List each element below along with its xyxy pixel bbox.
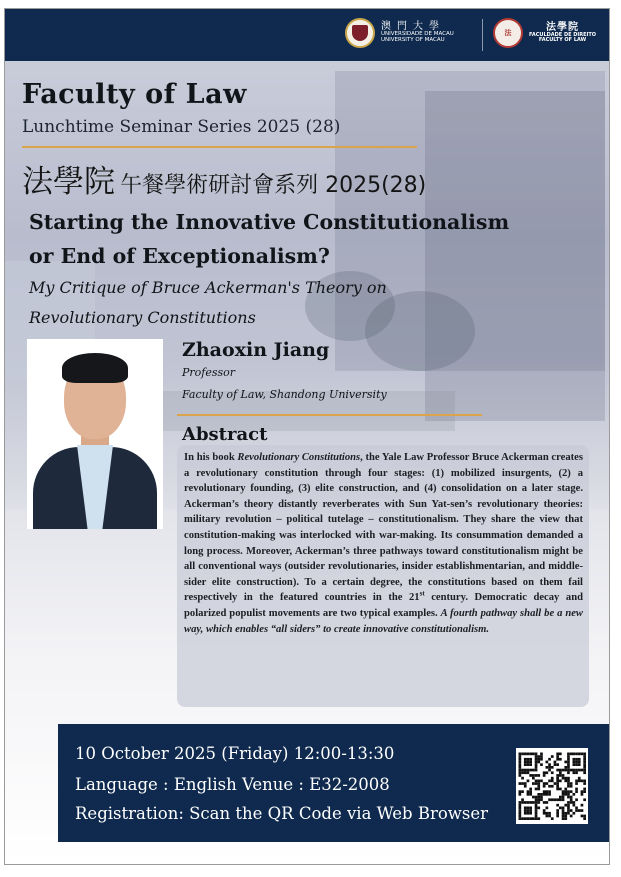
um-chinese-name: 澳門大學 [381,20,445,32]
seminar-title [29,205,599,273]
event-language-venue: Language : English Venue : E32-2008 [75,775,390,794]
logo-divider [482,19,483,51]
seminar-title-line-2: or End of Exceptionalism? [29,244,330,268]
speaker-name: Zhaoxin Jiang [182,339,330,361]
um-name-en: UNIVERSITY OF MACAU [381,37,445,44]
abstract-conclusion: A fourth pathway shall be a new way, which enables “all siders” to create innovative constitutionalism. [184,607,583,635]
seminar-poster [4,8,610,865]
seminar-subtitle [29,273,589,333]
event-registration: Registration: Scan the QR Code via Web Browser [75,804,489,823]
chinese-title-faculty: 法學院 [22,164,115,200]
registration-qr-code[interactable] [516,748,588,824]
abstract-book-title: Revolutionary Constitutions [237,452,361,463]
seminar-subtitle-line-1: My Critique of Bruce Ackerman's Theory on [29,278,387,297]
law-name-en: FACULTY OF LAW [538,37,587,44]
law-name-pt: FACULDADE DE DIREITO [529,32,597,38]
speaker-photo [27,339,163,529]
faculty-title: Faculty of Law [22,79,247,110]
um-name-pt: UNIVERSIDADE DE MACAU [381,31,454,38]
faculty-of-law-logo [493,18,596,48]
gold-divider-speaker [177,414,482,416]
law-seal-icon: 法 [493,18,523,48]
seminar-title-line-1: Starting the Innovative Constitutionalism [29,210,510,234]
speaker-title: Professor [182,366,236,379]
seminar-subtitle-line-2: Revolutionary Constitutions [29,308,256,327]
event-date-time: 10 October 2025 (Friday) 12:00-13:30 [75,744,395,763]
header-bar [5,9,609,61]
law-chinese-name: 法學院 [546,21,580,33]
abstract-heading: Abstract [182,424,268,445]
um-seal-icon [345,18,375,48]
series-title: Lunchtime Seminar Series 2025 (28) [22,117,341,137]
speaker-affiliation: Faculty of Law, Shandong University [182,388,387,401]
chinese-title-series: 午餐學術研討會系列 2025(28) [120,173,427,198]
gold-divider [22,146,417,148]
chinese-title [22,156,426,201]
university-of-macau-logo [345,18,454,48]
abstract-text: In his book Revolutionary Constitutions, the Yale Law Professor Bruce Ackerman creates a revolutionary constitution through four stages: (1) mobilized insurgents, (2) a revolutionary founding, (3) elite construction, and (4) consolidation on a later stage. Ackerman’s theory distantly reverberates with Sun Yat-sen’s revolutionary theories: military revolution – political tutelage – constitutionalism. They share the view that constitution-making was interlocked with war-making. Its consummation demanded a long process. Moreover, Ackerman’s three pathways toward constitutionalism might be all conventional ways (outsider revolutionaries, insider establishmentarian, and middle-sider elite construction). To a certain degree, the constitutions based on them fail respectively in the featured countries in the 21st century. Democratic decay and polarized populist movements are two typical examples. A fourth pathway shall be a new way, which enables “all siders” to create innovative constitutionalism. [184,452,583,635]
event-details-footer [58,724,610,842]
